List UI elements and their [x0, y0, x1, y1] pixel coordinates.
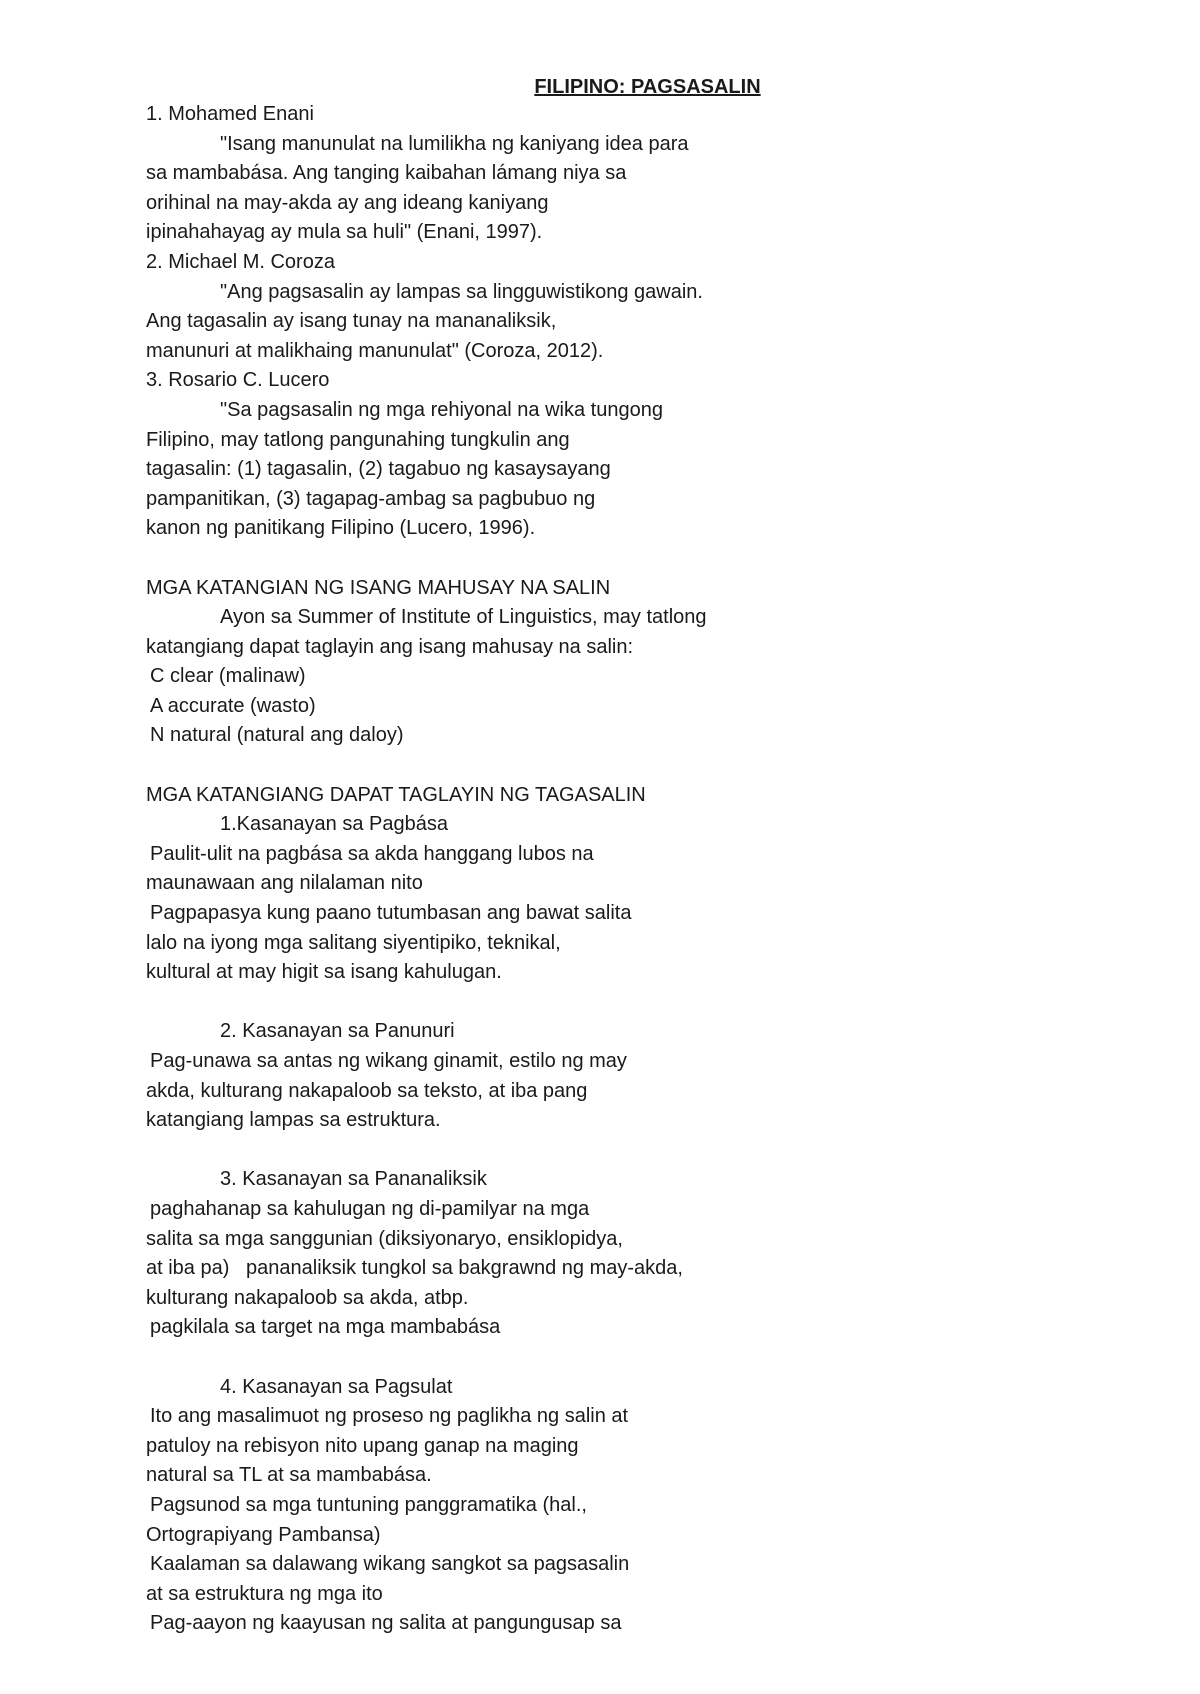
text-line: Ayon sa Summer of Institute of Linguistics, may tatlong [220, 606, 707, 629]
text-line: Ito ang masalimuot ng proseso ng paglikha ng salin at [150, 1405, 629, 1428]
text-line: kulturang nakapaloob sa akda, atbp. [146, 1286, 469, 1309]
text-line [146, 1136, 1146, 1166]
text-line: katangiang dapat taglayin ang isang mahusay na salin: [146, 635, 634, 658]
text-line: 2. Kasanayan sa Panunuri [220, 1020, 455, 1043]
text-line: pampanitikan, (3) tagapag-ambag sa pagbubuo ng [146, 487, 596, 510]
text-line: MGA KATANGIANG DAPAT TAGLAYIN NG TAGASALIN [146, 783, 646, 806]
document-title: FILIPINO: PAGSASALIN [534, 76, 761, 98]
text-line: orihinal na may-akda ay ang ideang kaniyang [146, 191, 549, 214]
text-line: 4. Kasanayan sa Pagsulat [220, 1375, 453, 1398]
text-line: Kaalaman sa dalawang wikang sangkot sa pagsasalin [150, 1553, 630, 1576]
text-line: lalo na iyong mga salitang siyentipiko, teknikal, [146, 931, 561, 954]
text-line: patuloy na rebisyon nito upang ganap na maging [146, 1434, 579, 1457]
text-line: C clear (malinaw) [150, 665, 306, 688]
text-line: N natural (natural ang daloy) [150, 724, 404, 747]
text-line: at iba pa) pananaliksik tungkol sa bakgrawnd ng may-akda, [146, 1257, 683, 1280]
text-line [146, 1343, 1146, 1373]
text-line: 1.Kasanayan sa Pagbása [220, 813, 448, 836]
text-line: ipinahahayag ay mula sa huli" (Enani, 1997). [146, 221, 543, 244]
text-line: 1. Mohamed Enani [146, 103, 314, 125]
text-line: akda, kulturang nakapaloob sa teksto, at iba pang [146, 1079, 588, 1102]
text-line [146, 988, 1146, 1018]
text-line [146, 544, 1146, 574]
text-line: tagasalin: (1) tagasalin, (2) tagabuo ng kasaysayang [146, 458, 611, 481]
text-line: Pagsunod sa mga tuntuning panggramatika (hal., [150, 1493, 587, 1516]
text-line: Pag-unawa sa antas ng wikang ginamit, estilo ng may [150, 1050, 627, 1072]
text-line: Pag-aayon ng kaayusan ng salita at pangungusap sa [150, 1612, 622, 1635]
text-line: "Sa pagsasalin ng mga rehiyonal na wika tungong [220, 398, 663, 421]
text-line: maunawaan ang nilalaman nito [146, 872, 423, 895]
text-line: 3. Rosario C. Lucero [146, 369, 330, 392]
text-line: at sa estruktura ng mga ito [146, 1582, 383, 1605]
text-line [146, 751, 1146, 781]
text-line: MGA KATANGIAN NG ISANG MAHUSAY NA SALIN [146, 576, 611, 599]
text-line: 3. Kasanayan sa Pananaliksik [220, 1168, 487, 1191]
text-line: natural sa TL at sa mambabása. [146, 1464, 432, 1487]
text-line: kultural at may higit sa isang kahulugan. [146, 961, 502, 984]
text-line: Ortograpiyang Pambansa) [146, 1523, 381, 1546]
text-line: kanon ng panitikang Filipino (Lucero, 1996). [146, 517, 536, 540]
text-line: A accurate (wasto) [150, 694, 316, 717]
document-body [146, 100, 1146, 1639]
text-line: paghahanap sa kahulugan ng di-pamilyar na mga [150, 1197, 590, 1220]
text-line: sa mambabása. Ang tanging kaibahan lámang niya sa [146, 162, 627, 185]
text-line: Paulit-ulit na pagbása sa akda hanggang lubos na [150, 842, 594, 865]
text-line: Ang tagasalin ay isang tunay na mananaliksik, [146, 310, 557, 333]
text-line: 2. Michael M. Coroza [146, 250, 335, 273]
text-line: Filipino, may tatlong pangunahing tungkulin ang [146, 428, 570, 451]
text-line: Pagpapasya kung paano tutumbasan ang bawat salita [150, 902, 632, 925]
text-line: "Ang pagsasalin ay lampas sa lingguwistikong gawain. [220, 280, 703, 303]
text-line: manunuri at malikhaing manunulat" (Coroza, 2012). [146, 339, 604, 362]
text-line: salita sa mga sanggunian (diksiyonaryo, ensiklopidya, [146, 1227, 623, 1250]
text-line: "Isang manunulat na lumilikha ng kaniyang idea para [220, 132, 689, 155]
text-line: katangiang lampas sa estruktura. [146, 1109, 441, 1132]
text-line: pagkilala sa target na mga mambabása [150, 1316, 501, 1339]
